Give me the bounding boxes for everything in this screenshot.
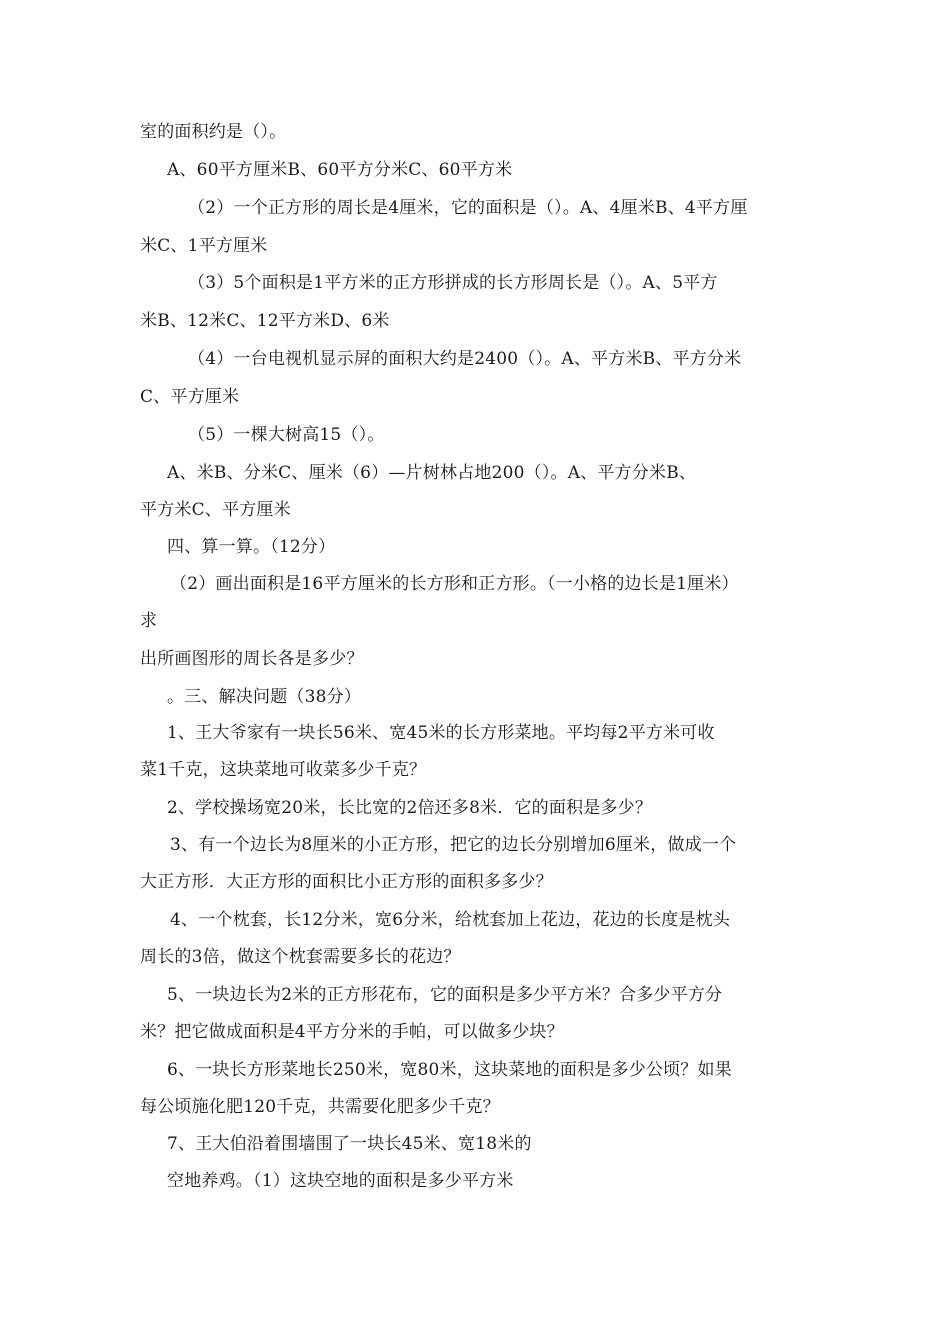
text-line-4: 米C、1平方厘米	[140, 236, 268, 256]
text-line-19: 2、学校操场宽20米，长比宽的2倍还多8米．它的面积是多少？	[167, 798, 653, 818]
text-line-25: 米？把它做成面积是4平方分米的手帕，可以做多少块？	[140, 1022, 564, 1042]
text-line-15: 出所画图形的周长各是多少？	[140, 649, 364, 669]
text-line-20: 3、有一个边长为8厘米的小正方形，把它的边长分别增加6厘米，做成一个	[170, 835, 737, 855]
text-line-7: （4）一台电视机显示屏的面积大约是2400（）。A、平方米B、平方分米	[188, 349, 742, 369]
text-line-28: 7、王大伯沿着围墙围了一块长45米、宽18米的	[167, 1134, 532, 1154]
text-line-10: A、米B、分米C、厘米（6）—片树林占地200（）。A、平方分米B、	[167, 463, 697, 483]
text-line-5: （3）5个面积是1平方米的正方形拼成的长方形周长是（）。A、5平方	[188, 273, 718, 293]
text-line-14: 求	[140, 611, 158, 631]
text-line-3: （2）一个正方形的周长是4厘米，它的面积是（）。A、4厘米B、4平方厘	[188, 198, 748, 218]
text-line-1: 室的面积约是（）。	[140, 122, 287, 142]
text-line-17: 1、王大爷家有一块长56米、宽45米的长方形菜地。平均每2平方米可收	[167, 723, 715, 743]
text-line-24: 5、一块边长为2米的正方形花布，它的面积是多少平方米？合多少平方分	[167, 985, 723, 1005]
section-heading-3: 。三、解决问题（38分）	[167, 687, 362, 707]
text-line-18: 菜1千克，这块菜地可收菜多少千克？	[140, 760, 427, 780]
text-line-11: 平方米C、平方厘米	[140, 500, 291, 520]
section-heading-4: 四、算一算。（12分）	[167, 537, 336, 557]
text-line-29: 空地养鸡。（1）这块空地的面积是多少平方米	[167, 1171, 514, 1191]
text-line-9: （5）一棵大树高15（）。	[188, 425, 385, 445]
text-line-21: 大正方形．大正方形的面积比小正方形的面积多多少？	[140, 872, 553, 892]
text-line-22: 4、一个枕套，长12分米，宽6分米，给枕套加上花边，花边的长度是枕头	[170, 910, 731, 930]
text-line-13: （2）画出面积是16平方厘米的长方形和正方形。（一小格的边长是1厘米）	[170, 574, 739, 594]
text-line-8: C、平方厘米	[140, 387, 240, 407]
text-line-27: 每公顷施化肥120千克，共需要化肥多少千克？	[140, 1097, 500, 1117]
text-line-2: A、60平方厘米B、60平方分米C、60平方米	[167, 160, 513, 180]
text-line-6: 米B、12米C、12平方米D、6米	[140, 311, 390, 331]
text-line-23: 周长的3倍，做这个枕套需要多长的花边？	[140, 947, 461, 967]
text-line-26: 6、一块长方形菜地长250米，宽80米，这块菜地的面积是多少公顷？如果	[167, 1060, 732, 1080]
